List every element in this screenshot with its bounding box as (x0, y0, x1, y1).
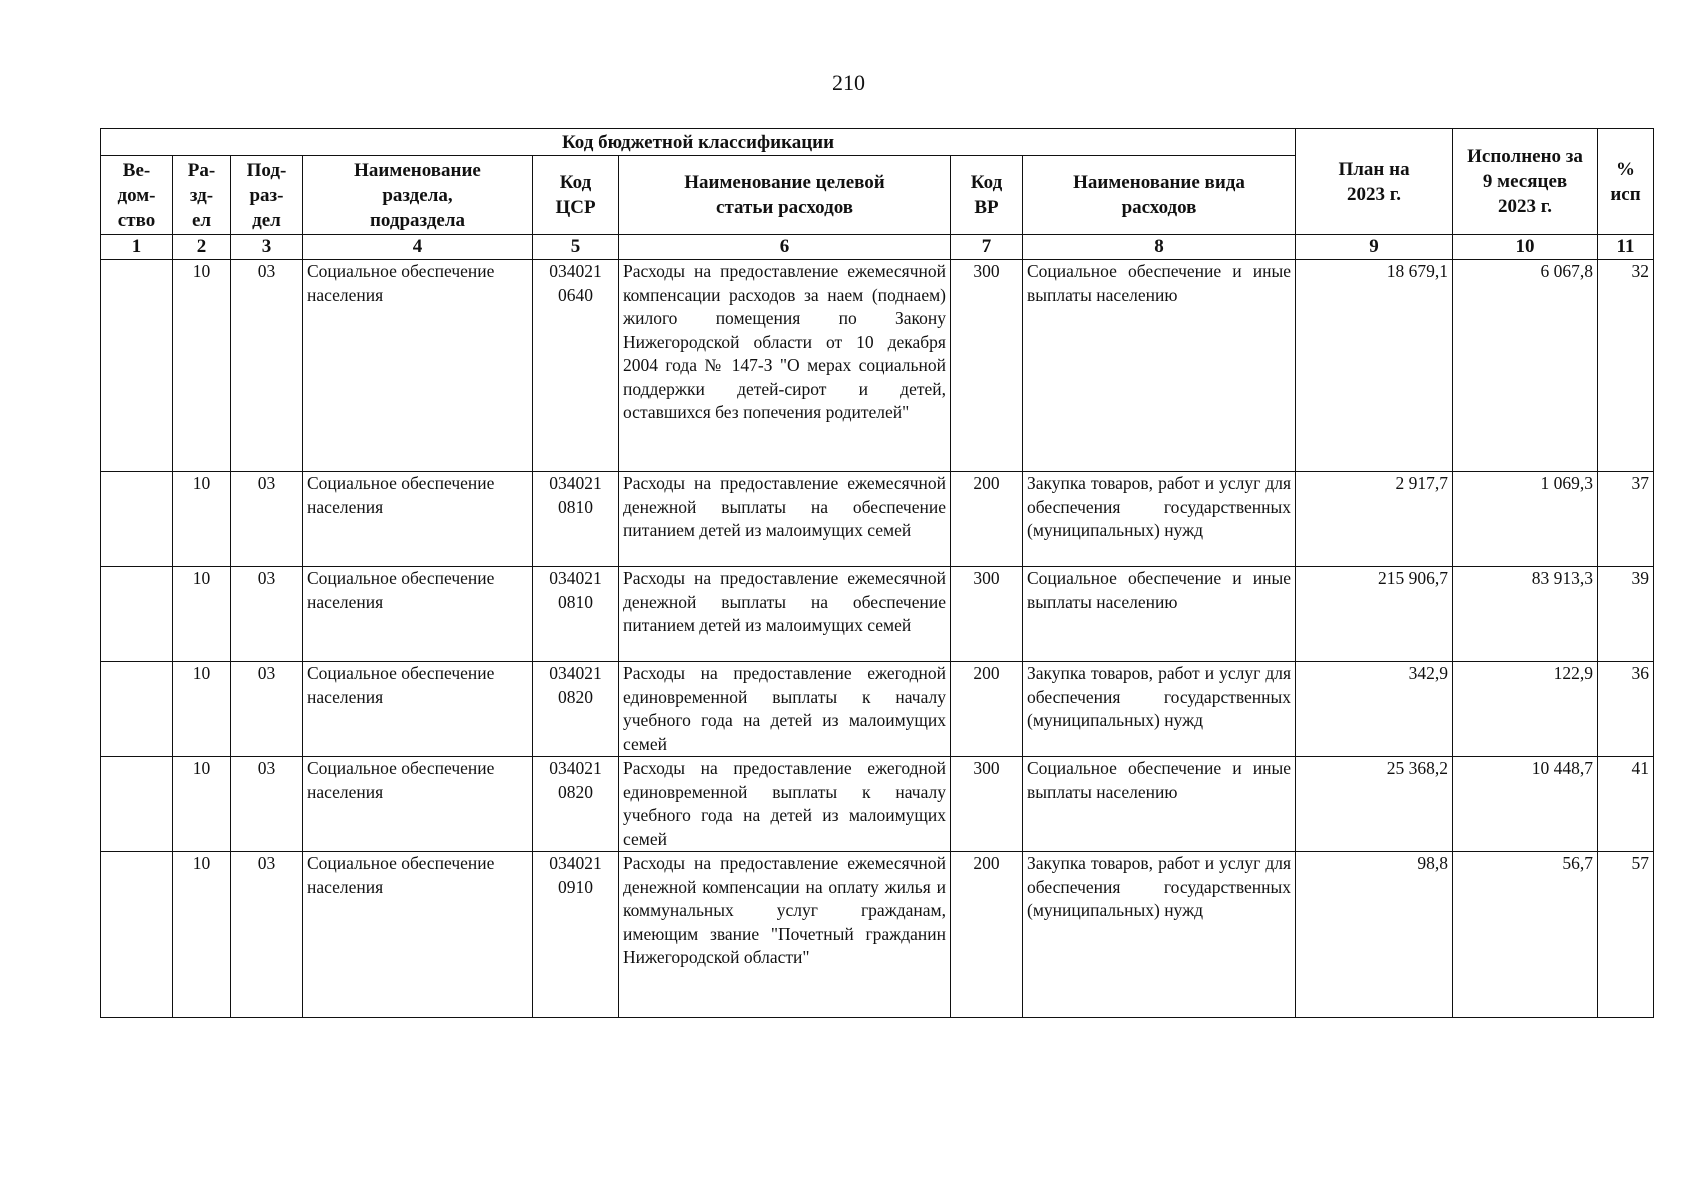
cell-razdel: 10 (173, 260, 231, 472)
cell-vedomstvo (101, 472, 173, 567)
column-number: 9 (1296, 235, 1453, 260)
budget-table (100, 128, 1654, 1018)
table-row (101, 662, 1654, 757)
cell-podrazdel: 03 (231, 260, 303, 472)
column-number: 8 (1023, 235, 1296, 260)
column-number: 10 (1453, 235, 1598, 260)
cell-section-name: Социальное обеспечение населения (303, 567, 533, 662)
cell-percent: 41 (1598, 757, 1654, 852)
cell-section-name: Социальное обеспечение населения (303, 472, 533, 567)
col-header-csr: Код ЦСР (533, 156, 619, 235)
table-body (101, 260, 1654, 1018)
col-header-percent: % исп (1598, 129, 1654, 235)
cell-vr-name: Закупка товаров, работ и услуг для обеспечения государственных (муниципальных) нужд (1023, 662, 1296, 757)
cell-plan: 342,9 (1296, 662, 1453, 757)
cell-podrazdel: 03 (231, 757, 303, 852)
cell-razdel: 10 (173, 757, 231, 852)
col-header-vr: Код ВР (951, 156, 1023, 235)
col-header-razdel: Ра- зд- ел (173, 156, 231, 235)
col-header-executed: Исполнено за 9 месяцев 2023 г. (1453, 129, 1598, 235)
cell-executed: 1 069,3 (1453, 472, 1598, 567)
cell-plan: 2 917,7 (1296, 472, 1453, 567)
column-number: 4 (303, 235, 533, 260)
cell-plan: 98,8 (1296, 852, 1453, 1018)
cell-vr: 300 (951, 260, 1023, 472)
cell-vr-name: Социальное обеспечение и иные выплаты населению (1023, 757, 1296, 852)
column-number: 11 (1598, 235, 1654, 260)
cell-executed: 6 067,8 (1453, 260, 1598, 472)
col-header-podrazdel: Под- раз- дел (231, 156, 303, 235)
cell-podrazdel: 03 (231, 472, 303, 567)
cell-executed: 83 913,3 (1453, 567, 1598, 662)
cell-target-name: Расходы на предоставление ежегодной единовременной выплаты к началу учебного года на детей из малоимущих семей (619, 662, 951, 757)
col-header-section-name: Наименование раздела, подраздела (303, 156, 533, 235)
cell-percent: 57 (1598, 852, 1654, 1018)
cell-target-name: Расходы на предоставление ежемесячной денежной выплаты на обеспечение питанием детей из малоимущих семей (619, 472, 951, 567)
cell-vr: 300 (951, 757, 1023, 852)
cell-target-name: Расходы на предоставление ежемесячной компенсации расходов за наем (поднаем) жилого помещения по Закону Нижегородской области от 10 декабря 2004 года № 147-З "О мерах социальной поддержки детей-сирот и детей, оставшихся без попечения родителей" (619, 260, 951, 472)
cell-csr: 034021 0810 (533, 472, 619, 567)
column-number: 1 (101, 235, 173, 260)
cell-razdel: 10 (173, 852, 231, 1018)
cell-percent: 37 (1598, 472, 1654, 567)
cell-podrazdel: 03 (231, 662, 303, 757)
cell-vr-name: Социальное обеспечение и иные выплаты населению (1023, 567, 1296, 662)
col-header-vedomstvo: Ве- дом- ство (101, 156, 173, 235)
column-number-row (101, 235, 1654, 260)
cell-vedomstvo (101, 662, 173, 757)
cell-podrazdel: 03 (231, 852, 303, 1018)
table-row (101, 472, 1654, 567)
col-header-plan: План на 2023 г. (1296, 129, 1453, 235)
cell-percent: 39 (1598, 567, 1654, 662)
cell-csr: 034021 0820 (533, 757, 619, 852)
column-number: 2 (173, 235, 231, 260)
cell-target-name: Расходы на предоставление ежемесячной денежной компенсации на оплату жилья и коммунальных услуг гражданам, имеющим звание "Почетный гражданин Нижегородской области" (619, 852, 951, 1018)
cell-vr: 200 (951, 472, 1023, 567)
cell-csr: 034021 0820 (533, 662, 619, 757)
cell-podrazdel: 03 (231, 567, 303, 662)
cell-executed: 10 448,7 (1453, 757, 1598, 852)
cell-plan: 25 368,2 (1296, 757, 1453, 852)
cell-razdel: 10 (173, 567, 231, 662)
cell-csr: 034021 0640 (533, 260, 619, 472)
column-number: 6 (619, 235, 951, 260)
col-header-vr-name: Наименование вида расходов (1023, 156, 1296, 235)
cell-vedomstvo (101, 567, 173, 662)
cell-section-name: Социальное обеспечение населения (303, 662, 533, 757)
page-number: 210 (832, 70, 865, 95)
cell-section-name: Социальное обеспечение населения (303, 852, 533, 1018)
cell-plan: 18 679,1 (1296, 260, 1453, 472)
cell-section-name: Социальное обеспечение населения (303, 260, 533, 472)
cell-razdel: 10 (173, 662, 231, 757)
cell-executed: 122,9 (1453, 662, 1598, 757)
budget-classification-header: Код бюджетной классификации (101, 129, 1296, 156)
cell-vr-name: Социальное обеспечение и иные выплаты населению (1023, 260, 1296, 472)
cell-vr: 200 (951, 852, 1023, 1018)
table-row (101, 260, 1654, 472)
cell-vedomstvo (101, 852, 173, 1018)
cell-vr-name: Закупка товаров, работ и услуг для обеспечения государственных (муниципальных) нужд (1023, 472, 1296, 567)
cell-vedomstvo (101, 757, 173, 852)
cell-target-name: Расходы на предоставление ежегодной единовременной выплаты к началу учебного года на детей из малоимущих семей (619, 757, 951, 852)
table-row (101, 757, 1654, 852)
cell-plan: 215 906,7 (1296, 567, 1453, 662)
cell-section-name: Социальное обеспечение населения (303, 757, 533, 852)
cell-csr: 034021 0810 (533, 567, 619, 662)
cell-vr: 200 (951, 662, 1023, 757)
column-number: 3 (231, 235, 303, 260)
column-number: 5 (533, 235, 619, 260)
column-number: 7 (951, 235, 1023, 260)
table-header (101, 129, 1654, 260)
cell-percent: 36 (1598, 662, 1654, 757)
table-row (101, 852, 1654, 1018)
cell-vr-name: Закупка товаров, работ и услуг для обеспечения государственных (муниципальных) нужд (1023, 852, 1296, 1018)
cell-executed: 56,7 (1453, 852, 1598, 1018)
table-row (101, 567, 1654, 662)
cell-target-name: Расходы на предоставление ежемесячной денежной выплаты на обеспечение питанием детей из малоимущих семей (619, 567, 951, 662)
cell-razdel: 10 (173, 472, 231, 567)
cell-csr: 034021 0910 (533, 852, 619, 1018)
col-header-target-name: Наименование целевой статьи расходов (619, 156, 951, 235)
cell-percent: 32 (1598, 260, 1654, 472)
cell-vr: 300 (951, 567, 1023, 662)
cell-vedomstvo (101, 260, 173, 472)
